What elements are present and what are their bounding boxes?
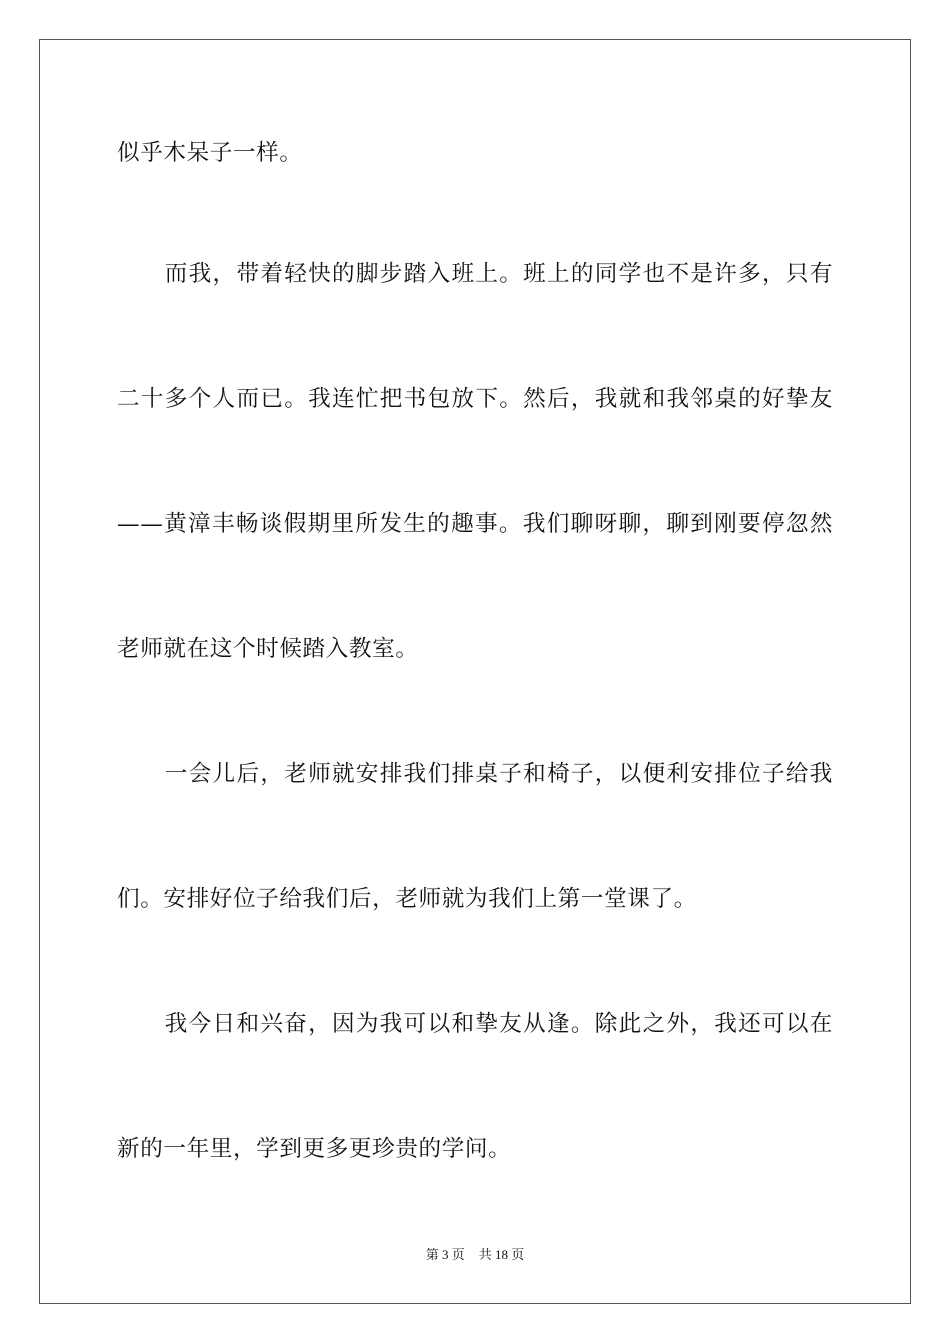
text-line: 老师就在这个时候踏入教室。 <box>117 636 419 662</box>
page-number: 第 3 页 <box>425 1247 465 1262</box>
text-line: 二十多个人而已。我连忙把书包放下。然后，我就和我邻桌的好挚友 <box>117 386 833 412</box>
text-line: 一会儿后，老师就安排我们排桌子和椅子，以便利安排位子给我 <box>117 761 833 787</box>
text-line: 们。安排好位子给我们后，老师就为我们上第一堂课了。 <box>117 886 697 912</box>
text-line: 我今日和兴奋，因为我可以和挚友从逢。除此之外，我还可以在 <box>117 1011 833 1037</box>
text-line: ——黄漳丰畅谈假期里所发生的趣事。我们聊呀聊，聊到刚要停忽然 <box>117 511 833 537</box>
text-line: 似乎木呆子一样。 <box>117 140 303 166</box>
page-footer <box>0 1246 950 1264</box>
total-pages: 共 18 页 <box>478 1247 525 1262</box>
text-line: 而我，带着轻快的脚步踏入班上。班上的同学也不是许多，只有 <box>117 261 833 287</box>
text-line: 新的一年里，学到更多更珍贵的学问。 <box>117 1136 512 1162</box>
page-border <box>39 39 911 1304</box>
